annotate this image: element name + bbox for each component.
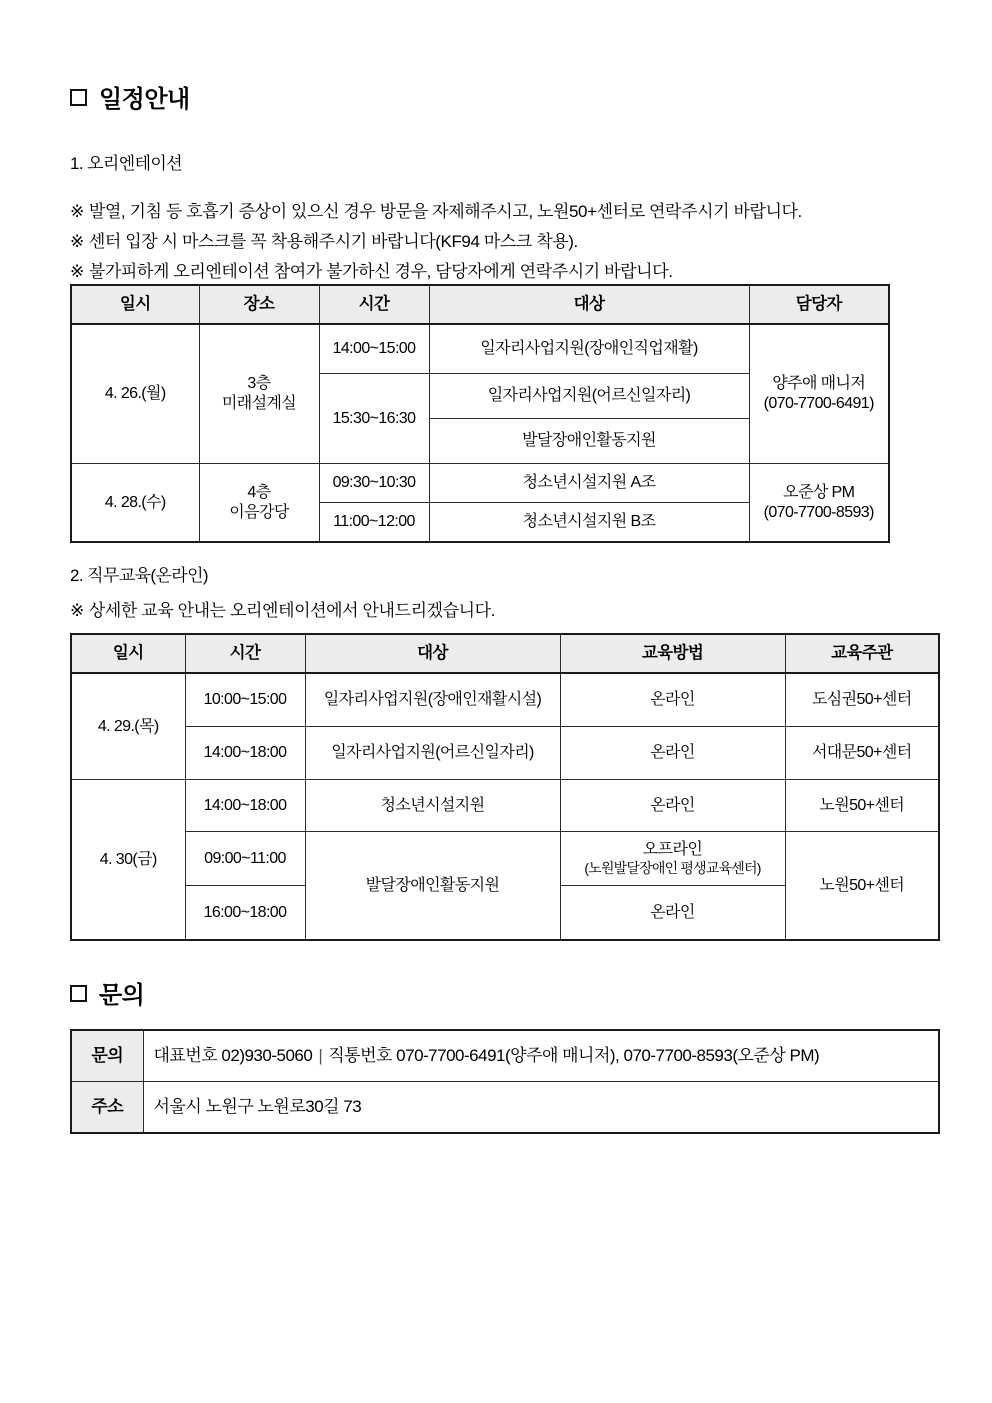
- table-row: [71, 1030, 939, 1082]
- cell-time: 11:00~12:00: [319, 503, 429, 543]
- table-header-row: [71, 634, 939, 673]
- table-row: [71, 727, 939, 780]
- orientation-note-1-text: 발열, 기침 등 호흡기 증상이 있으신 경우 방문을 자제해주시고, 노원50+센터로 연락주시기 바랍니다.: [88, 202, 802, 221]
- cell-method: 온라인: [560, 673, 785, 727]
- cell-target: 일자리사업지원(장애인재활시설): [305, 673, 560, 727]
- contact-table: [70, 1029, 940, 1134]
- cell-time: 15:30~16:30: [319, 374, 429, 464]
- cell-date: 4. 30(금): [71, 780, 185, 941]
- cell-manager: [749, 324, 889, 464]
- job-training-note-1: [70, 602, 495, 619]
- cell-date: 4. 29.(목): [71, 673, 185, 780]
- col-header-date: 일시: [71, 285, 199, 324]
- col-header-time: 시간: [319, 285, 429, 324]
- col-header-target: 대상: [429, 285, 749, 324]
- checkbox-empty-icon: [70, 985, 87, 1002]
- job-training-note-1-text: 상세한 교육 안내는 오리엔테이션에서 안내드리겠습니다.: [88, 601, 496, 620]
- section-heading-contact: [70, 984, 144, 1008]
- cell-method: 온라인: [560, 727, 785, 780]
- table-row: [71, 832, 939, 886]
- cell-place-line1: 3층: [247, 375, 271, 392]
- cell-manager-name: 오준상 PM: [783, 483, 855, 501]
- col-header-host: 교육주관: [785, 634, 939, 673]
- contact-label-inquiry: 문의: [71, 1030, 143, 1082]
- cell-place-line2: 미래설계실: [221, 395, 297, 412]
- orientation-note-2-text: 센터 입장 시 마스크를 꼭 착용해주시기 바랍니다(KF94 마스크 착용).: [88, 232, 578, 251]
- note-mark-icon: ※: [70, 262, 84, 281]
- cell-target: 발달장애인활동지원: [305, 832, 560, 941]
- cell-manager-phone: (070-7700-8593): [763, 503, 874, 521]
- cell-manager-name: 양주애 매니저: [772, 375, 866, 392]
- cell-target: 일자리사업지원(장애인직업재활): [429, 324, 749, 374]
- contact-main-number: 대표번호 02)930-5060: [153, 1045, 313, 1065]
- section-heading-schedule: [70, 88, 190, 112]
- contact-label-address: 주소: [71, 1082, 143, 1134]
- table-row: [71, 1082, 939, 1134]
- cell-target: 청소년시설지원 A조: [429, 464, 749, 503]
- cell-target: 일자리사업지원(어르신일자리): [305, 727, 560, 780]
- job-training-table: [70, 633, 940, 941]
- subheading-orientation: 1. 오리엔테이션: [70, 154, 183, 173]
- section-heading-contact-label: 문의: [99, 982, 145, 1009]
- orientation-note-1: [70, 203, 802, 220]
- subheading-job-training: 2. 직무교육(온라인): [70, 566, 208, 585]
- col-header-time: 시간: [185, 634, 305, 673]
- orientation-schedule-table: [70, 284, 890, 543]
- separator-icon: |: [318, 1045, 323, 1065]
- note-mark-icon: ※: [70, 601, 84, 620]
- cell-time: 09:00~11:00: [185, 832, 305, 886]
- cell-method: 온라인: [560, 886, 785, 941]
- cell-target: 일자리사업지원(어르신일자리): [429, 374, 749, 419]
- cell-target: 발달장애인활동지원: [429, 419, 749, 464]
- cell-method: [560, 832, 785, 886]
- col-header-method: 교육방법: [560, 634, 785, 673]
- cell-time: 14:00~18:00: [185, 780, 305, 832]
- cell-date: 4. 26.(월): [71, 324, 199, 464]
- cell-time: 10:00~15:00: [185, 673, 305, 727]
- table-header-row: [71, 285, 889, 324]
- table-row: [71, 324, 889, 374]
- cell-method: 온라인: [560, 780, 785, 832]
- checkbox-empty-icon: [70, 89, 87, 106]
- contact-value-inquiry: [143, 1030, 939, 1082]
- cell-place-line1: 4층: [247, 483, 271, 501]
- section-heading-schedule-label: 일정안내: [99, 86, 190, 113]
- cell-host: 노원50+센터: [785, 832, 939, 941]
- contact-value-address: 서울시 노원구 노원로30길 73: [143, 1082, 939, 1134]
- cell-target: 청소년시설지원: [305, 780, 560, 832]
- cell-place: [199, 464, 319, 543]
- note-mark-icon: ※: [70, 202, 84, 221]
- orientation-note-3-text: 불가피하게 오리엔테이션 참여가 불가하신 경우, 담당자에게 연락주시기 바랍니다.: [88, 262, 673, 281]
- cell-method-main: 오프라인: [642, 840, 703, 858]
- cell-time: 16:00~18:00: [185, 886, 305, 941]
- cell-target: 청소년시설지원 B조: [429, 503, 749, 543]
- table-row: [71, 464, 889, 503]
- cell-host: 서대문50+센터: [785, 727, 939, 780]
- note-mark-icon: ※: [70, 232, 84, 251]
- cell-time: 14:00~18:00: [185, 727, 305, 780]
- orientation-note-2: [70, 233, 578, 250]
- orientation-note-3: [70, 263, 673, 280]
- cell-place-line2: 이음강당: [229, 503, 289, 521]
- table-row: [71, 673, 939, 727]
- cell-method-sub: (노원발달장애인 평생교육센터): [584, 859, 761, 876]
- cell-manager-phone: (070-7700-6491): [763, 395, 874, 412]
- col-header-date: 일시: [71, 634, 185, 673]
- cell-time: 09:30~10:30: [319, 464, 429, 503]
- cell-place: [199, 324, 319, 464]
- cell-manager: [749, 464, 889, 543]
- cell-host: 노원50+센터: [785, 780, 939, 832]
- cell-date: 4. 28.(수): [71, 464, 199, 543]
- col-header-manager: 담당자: [749, 285, 889, 324]
- col-header-target: 대상: [305, 634, 560, 673]
- col-header-place: 장소: [199, 285, 319, 324]
- cell-host: 도심권50+센터: [785, 673, 939, 727]
- contact-direct-numbers: 직통번호 070-7700-6491(양주애 매니저), 070-7700-8593(오준상 PM): [328, 1045, 820, 1065]
- table-row: [71, 780, 939, 832]
- cell-time: 14:00~15:00: [319, 324, 429, 374]
